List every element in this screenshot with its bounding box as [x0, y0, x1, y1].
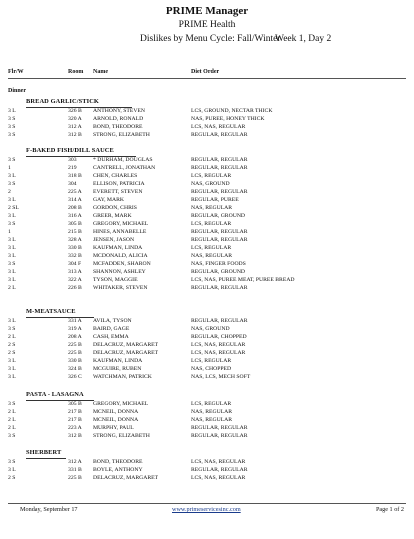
cell-diet-order: REGULAR, REGULAR: [191, 467, 248, 473]
cell-name: JENSEN, JASON: [93, 237, 135, 243]
cell-name: GORDON, CHRIS: [93, 205, 137, 211]
cell-room: 217 B: [68, 409, 82, 415]
cell-name: CASH, EMMA: [93, 334, 129, 340]
cell-room: 312 A: [68, 459, 82, 465]
table-row: [0, 432, 414, 440]
cell-diet-order: NAS, GROUND: [191, 326, 230, 332]
cell-room: 314 A: [68, 197, 82, 203]
cell-diet-order: REGULAR, REGULAR: [191, 165, 248, 171]
cell-name: DELACRUZ, MARGARET: [93, 350, 159, 356]
cell-floor: 3 L: [8, 374, 16, 380]
cell-name: DELACRUZ, MARGARET: [93, 342, 159, 348]
section-title: BREAD GARLIC/STICK: [26, 98, 99, 105]
cell-floor: 3 S: [8, 401, 16, 407]
cell-room: 316 A: [68, 213, 82, 219]
header-rule: [8, 78, 406, 79]
table-row: [0, 276, 414, 284]
cell-room: 326 C: [68, 374, 82, 380]
cell-room: 332 B: [68, 253, 82, 259]
cell-floor: 3 S: [8, 261, 16, 267]
cell-room: 304 F: [68, 261, 82, 267]
section-title: M-MEATSAUCE: [26, 308, 76, 315]
cell-diet-order: LCS, REGULAR: [191, 245, 232, 251]
cell-diet-order: REGULAR, GROUND: [191, 269, 246, 275]
cell-floor: 3 L: [8, 318, 16, 324]
table-row: [0, 236, 414, 244]
cell-diet-order: REGULAR, REGULAR: [191, 285, 248, 291]
column-header-diet-order: Diet Order: [191, 69, 220, 75]
cell-room: 320 A: [68, 116, 82, 122]
cell-name: EVERETT, STEVEN: [93, 189, 143, 195]
cell-name: BAIRD, GAGE: [93, 326, 130, 332]
column-header-room: Room: [68, 69, 84, 75]
table-row: [0, 252, 414, 260]
table-row: [0, 333, 414, 341]
table-row: [0, 196, 414, 204]
cell-name: MCDONALD, ALICIA: [93, 253, 148, 259]
cell-name: WATCHMAN, PATRICK: [93, 374, 152, 380]
cell-diet-order: NAS, GROUND: [191, 181, 230, 187]
cell-diet-order: LCS, NAS, REGULAR: [191, 124, 246, 130]
cell-room: 225 B: [68, 350, 82, 356]
cell-name: DELACRUZ, MARGARET: [93, 475, 159, 481]
cell-diet-order: NAS, REGULAR: [191, 417, 233, 423]
table-row: [0, 458, 414, 466]
cell-room: 223 A: [68, 425, 82, 431]
cell-room: 312 A: [68, 124, 82, 130]
table-row: [0, 260, 414, 268]
cell-floor: 3 S: [8, 326, 16, 332]
cell-room: 225 B: [68, 342, 82, 348]
cell-diet-order: LCS, REGULAR: [191, 221, 232, 227]
cell-room: 331 B: [68, 467, 82, 473]
cell-room: 305 B: [68, 401, 82, 407]
cell-diet-order: NAS, REGULAR: [191, 409, 233, 415]
cell-name: ARNOLD, RONALD: [93, 116, 144, 122]
cell-floor: 3 L: [8, 358, 16, 364]
cell-floor: 3 L: [8, 237, 16, 243]
table-row: [0, 474, 414, 482]
cell-diet-order: LCS, GROUND, NECTAR THICK: [191, 108, 273, 114]
cell-room: 319 A: [68, 326, 82, 332]
cell-room: 208 A: [68, 334, 82, 340]
cell-name: STRONG, ELIZABETH: [93, 433, 150, 439]
section-title: F-BAKED FISH/DILL SAUCE: [26, 147, 114, 154]
cell-floor: 2 L: [8, 425, 16, 431]
cell-diet-order: REGULAR, REGULAR: [191, 189, 248, 195]
cell-name: STRONG, ELIZABETH: [93, 132, 150, 138]
report-week-day: Week 1, Day 2: [275, 34, 332, 44]
cell-floor: 3 L: [8, 245, 16, 251]
cell-room: 312 B: [68, 433, 82, 439]
table-row: [0, 268, 414, 276]
table-row: [0, 357, 414, 365]
cell-diet-order: LCS, NAS, PUREE MEAT, PUREE BREAD: [191, 277, 295, 283]
cell-room: 225 A: [68, 189, 82, 195]
cell-floor: 2 SL: [8, 205, 19, 211]
cell-floor: 3 L: [8, 269, 16, 275]
cell-diet-order: REGULAR, REGULAR: [191, 433, 248, 439]
table-row: [0, 220, 414, 228]
cell-name: CANTRELL, JONATHAN: [93, 165, 156, 171]
report-title: Dislikes by Menu Cycle: Fall/Winter: [140, 34, 281, 44]
cell-floor: 2: [8, 189, 11, 195]
table-row: [0, 408, 414, 416]
cell-diet-order: REGULAR, CHOPPED: [191, 334, 247, 340]
table-row: [0, 156, 414, 164]
cell-floor: 3 L: [8, 277, 16, 283]
cell-diet-order: LCS, NAS, REGULAR: [191, 459, 246, 465]
cell-floor: 3 S: [8, 221, 16, 227]
cell-room: 217 B: [68, 417, 82, 423]
cell-room: 318 B: [68, 173, 82, 179]
cell-name: CHEN, CHARLES: [93, 173, 138, 179]
cell-floor: 3 S: [8, 132, 16, 138]
cell-floor: 2 S: [8, 342, 16, 348]
cell-floor: 3 L: [8, 366, 16, 372]
cell-diet-order: REGULAR, GROUND: [191, 213, 246, 219]
cell-floor: 1: [8, 165, 11, 171]
cell-diet-order: REGULAR, REGULAR: [191, 425, 248, 431]
cell-name: AVILA, TYSON: [93, 318, 132, 324]
cell-floor: 1: [8, 229, 11, 235]
cell-floor: 2 L: [8, 417, 16, 423]
section-title: PASTA - LASAGNA: [26, 391, 84, 398]
cell-floor: 3 S: [8, 116, 16, 122]
table-row: [0, 424, 414, 432]
cell-diet-order: LCS, REGULAR: [191, 401, 232, 407]
cell-floor: 3 S: [8, 459, 16, 465]
cell-diet-order: LCS, NAS, REGULAR: [191, 342, 246, 348]
cell-room: 303: [68, 157, 77, 163]
cell-name: * DURHAM, DOUGLAS: [93, 157, 153, 163]
table-row: [0, 365, 414, 373]
table-row: [0, 131, 414, 139]
cell-diet-order: LCS, NAS, REGULAR: [191, 475, 246, 481]
table-row: [0, 228, 414, 236]
cell-diet-order: NAS, REGULAR: [191, 253, 233, 259]
cell-name: BOYLE, ANTHONY: [93, 467, 143, 473]
cell-diet-order: NAS, PUREE, HONEY THICK: [191, 116, 265, 122]
cell-name: MCFADDEN, SHARON: [93, 261, 151, 267]
column-header-name: Name: [93, 69, 108, 75]
cell-floor: 2 L: [8, 409, 16, 415]
cell-diet-order: REGULAR, REGULAR: [191, 157, 248, 163]
cell-floor: 3 L: [8, 253, 16, 259]
cell-name: KAUFMAN, LINDA: [93, 358, 143, 364]
cell-diet-order: REGULAR, REGULAR: [191, 229, 248, 235]
cell-floor: 2 L: [8, 285, 16, 291]
cell-name: HINES, ANNABELLE: [93, 229, 147, 235]
cell-name: MCNEIL, DONNA: [93, 417, 139, 423]
cell-room: 208 B: [68, 205, 82, 211]
table-row: [0, 341, 414, 349]
cell-name: MCGUIRE, RUBEN: [93, 366, 142, 372]
cell-diet-order: LCS, REGULAR: [191, 173, 232, 179]
footer-website-link[interactable]: www.primeservicesinc.com: [172, 506, 241, 513]
table-row: [0, 400, 414, 408]
cell-room: 226 B: [68, 285, 82, 291]
table-row: [0, 180, 414, 188]
table-row: [0, 164, 414, 172]
cell-floor: 3 S: [8, 181, 16, 187]
cell-name: ELLISON, PATRICIA: [93, 181, 145, 187]
cell-name: MURPHY, PAUL: [93, 425, 134, 431]
cell-name: GREGORY, MICHAEL: [93, 221, 149, 227]
table-row: [0, 317, 414, 325]
table-row: [0, 188, 414, 196]
cell-diet-order: REGULAR, PUREE: [191, 197, 239, 203]
cell-name: GREER, MARK: [93, 213, 132, 219]
table-row: [0, 466, 414, 474]
cell-floor: 3 S: [8, 157, 16, 163]
cell-diet-order: NAS, REGULAR: [191, 205, 233, 211]
cell-floor: 3 S: [8, 433, 16, 439]
cell-name: TYSON, MAGGIE: [93, 277, 138, 283]
cell-name: GAY, MARK: [93, 197, 124, 203]
table-row: [0, 349, 414, 357]
cell-room: 326 B: [68, 108, 82, 114]
cell-floor: 2 S: [8, 475, 16, 481]
cell-name: BOND, THEODORE: [93, 124, 143, 130]
cell-diet-order: NAS, LCS, MECH SOFT: [191, 374, 251, 380]
cell-diet-order: LCS, REGULAR: [191, 358, 232, 364]
cell-floor: 2 L: [8, 334, 16, 340]
table-row: [0, 244, 414, 252]
table-row: [0, 204, 414, 212]
table-row: [0, 284, 414, 292]
cell-name: WHITAKER, STEVEN: [93, 285, 148, 291]
cell-diet-order: REGULAR, REGULAR: [191, 237, 248, 243]
cell-floor: 3 L: [8, 467, 16, 473]
footer-page-number: Page 1 of 2: [375, 506, 404, 513]
cell-floor: 2 S: [8, 350, 16, 356]
cell-room: 219: [68, 165, 77, 171]
report-app-title: PRIME Manager: [165, 5, 249, 17]
cell-room: 215 B: [68, 229, 82, 235]
cell-diet-order: LCS, NAS, REGULAR: [191, 350, 246, 356]
cell-room: 305 B: [68, 221, 82, 227]
cell-floor: 3 L: [8, 197, 16, 203]
table-row: [0, 416, 414, 424]
table-row: [0, 325, 414, 333]
cell-room: 225 B: [68, 475, 82, 481]
table-row: [0, 212, 414, 220]
cell-room: 330 B: [68, 245, 82, 251]
cell-name: GREGORY, MICHAEL: [93, 401, 149, 407]
cell-name: BOND, THEODORE: [93, 459, 143, 465]
cell-name: KAUFMAN, LINDA: [93, 245, 143, 251]
section-title: SHERBERT: [26, 449, 62, 456]
table-row: [0, 115, 414, 123]
cell-name: SHANNON, ASHLEY: [93, 269, 146, 275]
cell-room: 324 B: [68, 366, 82, 372]
cell-room: 312 B: [68, 132, 82, 138]
footer-rule: [8, 503, 406, 504]
table-row: [0, 123, 414, 131]
cell-name: ANTHONY, STEVEN: [93, 108, 146, 114]
meal-label: Dinner: [8, 88, 26, 94]
footer-date: Monday, September 17: [20, 506, 78, 513]
cell-diet-order: NAS, CHOPPED: [191, 366, 232, 372]
cell-floor: 3 S: [8, 124, 16, 130]
column-header-floor: Flr/W: [8, 69, 24, 75]
cell-name: MCNEIL, DONNA: [93, 409, 139, 415]
cell-floor: 3 L: [8, 173, 16, 179]
cell-room: 328 A: [68, 237, 82, 243]
cell-room: 322 A: [68, 277, 82, 283]
cell-floor: 3 L: [8, 213, 16, 219]
table-row: [0, 373, 414, 381]
table-row: [0, 172, 414, 180]
table-row: [0, 107, 414, 115]
cell-diet-order: REGULAR, REGULAR: [191, 132, 248, 138]
report-org-name: PRIME Health: [178, 20, 236, 30]
cell-room: 304: [68, 181, 77, 187]
cell-room: 331 A: [68, 318, 82, 324]
cell-floor: 3 L: [8, 108, 16, 114]
cell-diet-order: NAS, FINGER FOODS: [191, 261, 246, 267]
cell-diet-order: REGULAR, REGULAR: [191, 318, 248, 324]
cell-room: 330 B: [68, 358, 82, 364]
cell-room: 313 A: [68, 269, 82, 275]
